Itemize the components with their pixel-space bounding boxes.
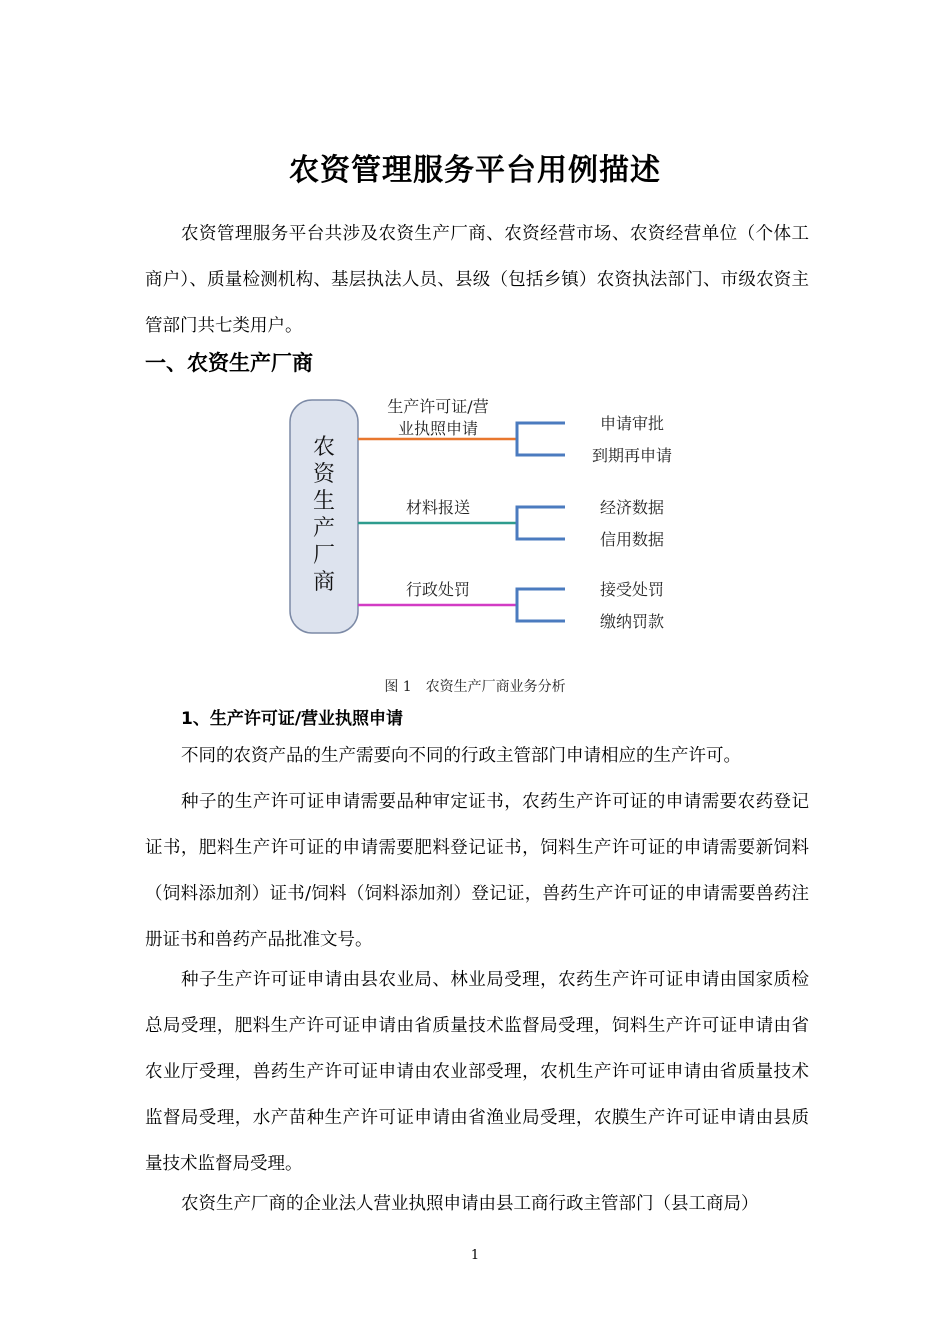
actor-char: 产 (312, 516, 336, 541)
branch-label: 生产许可证/营 (387, 397, 489, 416)
actor-char: 生 (312, 489, 336, 514)
figure-caption-text: 农资生产厂商业务分析 (425, 679, 566, 695)
page-number: 1 (470, 1248, 480, 1263)
branch-bracket (517, 423, 565, 455)
branch-label: 行政处罚 (405, 580, 471, 599)
section-heading: 一、农资生产厂商 (145, 351, 313, 375)
body-paragraph: 种子的生产许可证申请需要品种审定证书，农药生产许可证的申请需要农药登记证书，肥料生产许可证的申请需要肥料登记证书，饲料生产许可证的申请需要新饲料（饲料添加剂）证书/饲料（饲料添加剂）登记证，兽药生产许可证的申请需要兽药注册证书和兽药产品批准文号。 (145, 792, 809, 950)
branch-label: 材料报送 (405, 498, 471, 517)
branch-bracket (517, 507, 565, 539)
actor-char: 农 (312, 435, 336, 460)
branch-item: 接受处罚 (599, 580, 665, 599)
subsection-heading: 1、生产许可证/营业执照申请 (181, 709, 404, 729)
branch-item: 经济数据 (599, 498, 665, 517)
branch-label: 业执照申请 (397, 419, 479, 438)
branch-bracket (517, 589, 565, 621)
actor-char: 资 (312, 462, 336, 487)
figure-caption (0, 676, 950, 696)
actor-char: 厂 (312, 543, 336, 568)
actor-char: 商 (312, 570, 336, 595)
business-diagram (280, 392, 700, 642)
branch-item: 缴纳罚款 (599, 612, 665, 631)
body-paragraph: 种子生产许可证申请由县农业局、林业局受理，农药生产许可证申请由国家质检总局受理，肥料生产许可证申请由省质量技术监督局受理，饲料生产许可证申请由省农业厅受理，兽药生产许可证申请由农业部受理，农机生产许可证申请由省质量技术监督局受理，水产苗种生产许可证申请由省渔业局受理，农膜生产许可证申请由县质量技术监督局受理。 (145, 970, 809, 1174)
intro-paragraph: 农资管理服务平台共涉及农资生产厂商、农资经营市场、农资经营单位（个体工商户）、质量检测机构、基层执法人员、县级（包括乡镇）农资执法部门、市级农资主管部门共七类用户。 (145, 224, 809, 336)
figure-number: 图 1 (384, 679, 412, 695)
branch-item: 信用数据 (599, 530, 665, 549)
body-paragraph: 不同的农资产品的生产需要向不同的行政主管部门申请相应的生产许可。 (181, 746, 741, 766)
branch-item: 申请审批 (599, 414, 665, 433)
branch-item: 到期再申请 (591, 446, 673, 465)
document-title: 农资管理服务平台用例描述 (289, 153, 661, 188)
body-paragraph: 农资生产厂商的企业法人营业执照申请由县工商行政主管部门（县工商局） (181, 1194, 759, 1214)
